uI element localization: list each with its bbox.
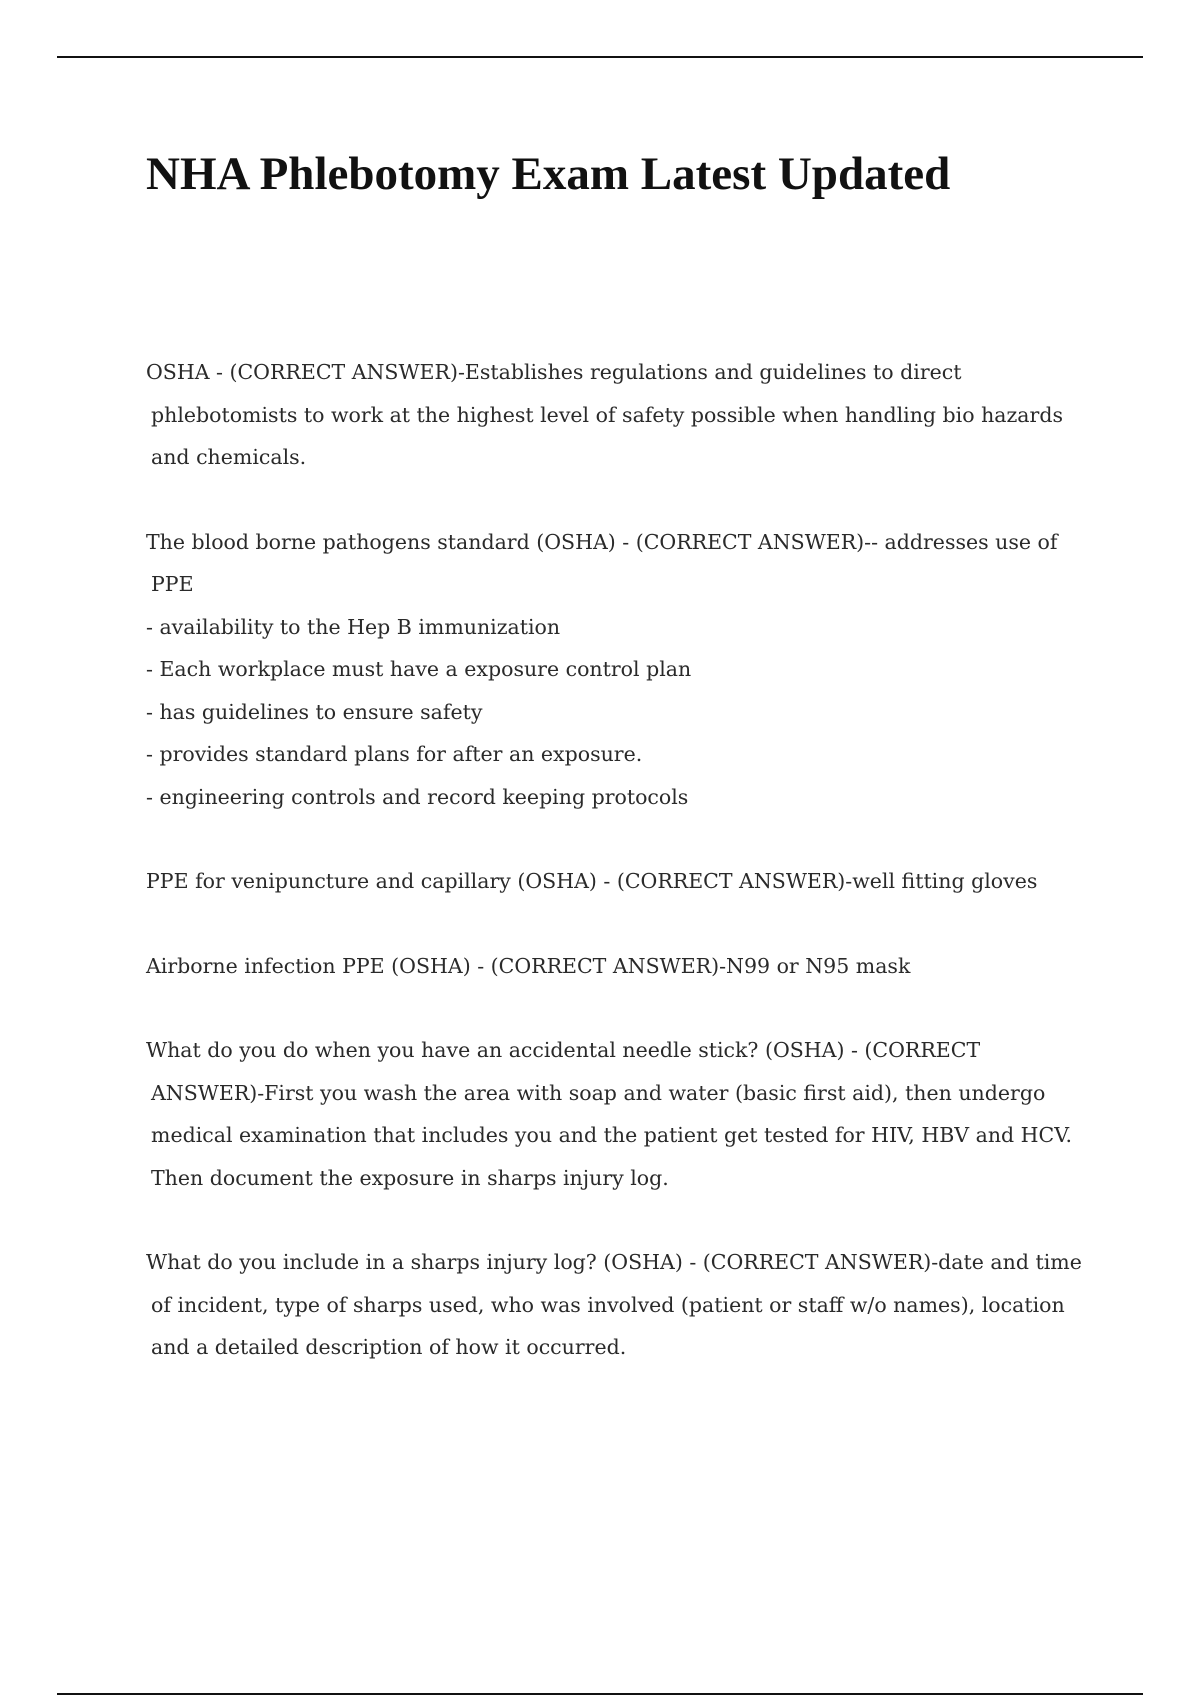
- entry-line: What do you include in a sharps injury log? (OSHA) - (CORRECT ANSWER)-date and time: [146, 1250, 1082, 1274]
- document-title: NHA Phlebotomy Exam Latest Updated: [146, 148, 951, 200]
- qa-entry-osha: [146, 351, 1086, 479]
- document-body: [146, 351, 1086, 1411]
- entry-line: PPE for venipuncture and capillary (OSHA) - (CORRECT ANSWER)-well fitting gloves: [146, 869, 1038, 893]
- entry-line: and a detailed description of how it occurred.: [151, 1335, 627, 1359]
- entry-line: OSHA - (CORRECT ANSWER)-Establishes regulations and guidelines to direct: [146, 360, 962, 384]
- entry-bullet-line: - availability to the Hep B immunization: [146, 614, 561, 639]
- qa-entry-needle-stick: [146, 1029, 1086, 1199]
- entry-line: of incident, type of sharps used, who was involved (patient or staff w/o names), location: [151, 1292, 1065, 1317]
- qa-entry-bloodborne-pathogens: [146, 521, 1086, 819]
- entry-line: What do you do when you have an accidental needle stick? (OSHA) - (CORRECT: [146, 1038, 981, 1062]
- bottom-rule: [57, 1693, 1143, 1695]
- qa-entry-airborne-ppe: [146, 945, 1086, 988]
- entry-line: and chemicals.: [151, 445, 307, 469]
- entry-line: ANSWER)-First you wash the area with soap and water (basic first aid), then undergo: [151, 1080, 1046, 1105]
- entry-bullet-line: - engineering controls and record keeping protocols: [146, 784, 689, 809]
- entry-line: phlebotomists to work at the highest level of safety possible when handling bio hazards: [151, 402, 1063, 427]
- entry-line: The blood borne pathogens standard (OSHA) - (CORRECT ANSWER)-- addresses use of: [146, 529, 1058, 554]
- entry-line: PPE: [151, 572, 194, 596]
- qa-entry-sharps-log: [146, 1241, 1086, 1369]
- qa-entry-ppe-venipuncture: [146, 860, 1086, 903]
- entry-bullet-line: - Each workplace must have a exposure control plan: [146, 657, 692, 681]
- entry-bullet-line: - has guidelines to ensure safety: [146, 699, 483, 724]
- entry-line: medical examination that includes you and the patient get tested for HIV, HBV and HCV.: [151, 1123, 1072, 1147]
- entry-line: Then document the exposure in sharps injury log.: [151, 1165, 669, 1190]
- top-rule: [57, 56, 1143, 58]
- entry-line: Airborne infection PPE (OSHA) - (CORRECT ANSWER)-N99 or N95 mask: [146, 953, 911, 978]
- entry-bullet-line: - provides standard plans for after an exposure.: [146, 742, 643, 766]
